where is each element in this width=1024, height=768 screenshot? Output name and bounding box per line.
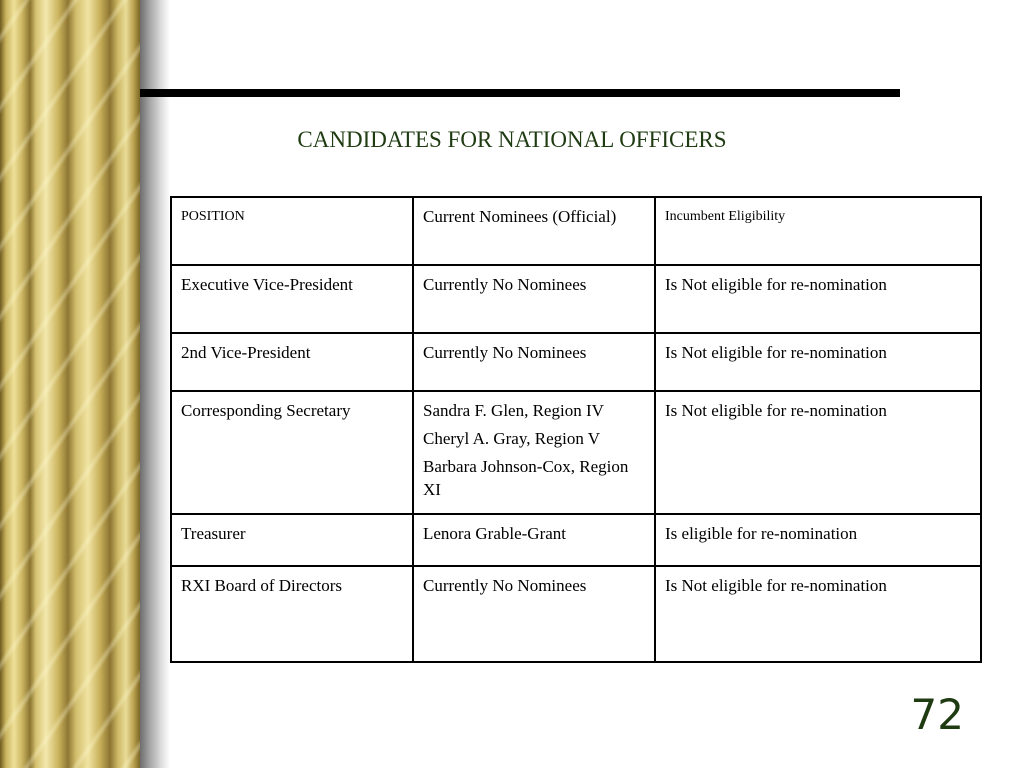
table-row <box>171 391 981 514</box>
nominees-cell <box>413 333 655 391</box>
officers-table <box>170 196 982 663</box>
nominees-cell <box>413 265 655 333</box>
nominee: Sandra F. Glen, Region IV <box>423 401 604 420</box>
nominee: Cheryl A. Gray, Region V <box>423 429 601 448</box>
nominee: Currently No Nominees <box>423 576 587 595</box>
slide-title: CANDIDATES FOR NATIONAL OFFICERS <box>297 127 727 152</box>
eligibility-cell: Is Not eligible for re-nomination <box>655 391 981 514</box>
position-cell: Executive Vice-President <box>171 265 413 333</box>
position-cell: Treasurer <box>171 514 413 566</box>
nominee: Currently No Nominees <box>423 343 587 362</box>
nominees-cell <box>413 514 655 566</box>
title-rule <box>140 89 900 97</box>
header-eligibility: Incumbent Eligibility <box>655 197 981 265</box>
position-cell: Corresponding Secretary <box>171 391 413 514</box>
position-cell: RXI Board of Directors <box>171 566 413 662</box>
page-number: 72 <box>910 690 964 739</box>
gold-pillar-decoration <box>0 0 140 768</box>
table-row <box>171 333 981 391</box>
nominee: Barbara Johnson-Cox, Region XI <box>423 457 629 499</box>
table-row <box>171 265 981 333</box>
nominee: Lenora Grable-Grant <box>423 524 567 543</box>
position-cell: 2nd Vice-President <box>171 333 413 391</box>
pillar-shadow <box>140 0 170 768</box>
eligibility-cell: Is Not eligible for re-nomination <box>655 566 981 662</box>
table-row <box>171 514 981 566</box>
eligibility-cell: Is eligible for re-nomination <box>655 514 981 566</box>
nominees-cell <box>413 391 655 514</box>
nominee: Currently No Nominees <box>423 275 587 294</box>
header-position: POSITION <box>171 197 413 265</box>
nominees-cell <box>413 566 655 662</box>
header-nominees: Current Nominees (Official) <box>413 197 655 265</box>
table-row <box>171 566 981 662</box>
eligibility-cell: Is Not eligible for re-nomination <box>655 265 981 333</box>
eligibility-cell: Is Not eligible for re-nomination <box>655 333 981 391</box>
table-header-row <box>171 197 981 265</box>
